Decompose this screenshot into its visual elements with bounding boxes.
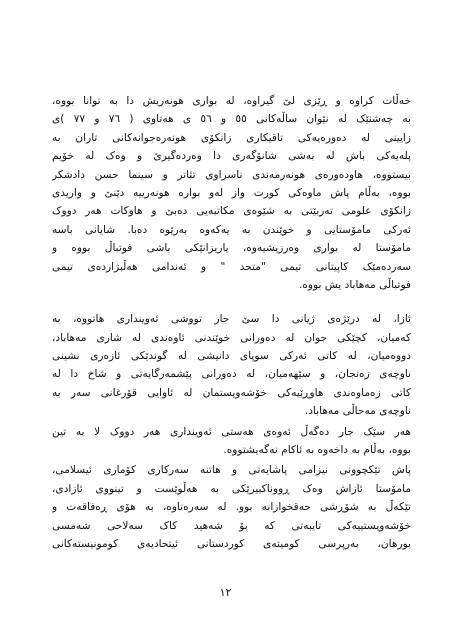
text-line: مامۆستا ئازاش وەک ڕووناکبیرێکی بە هەڵوێست و تینووی ئازادی، [52, 482, 411, 495]
text-line: پاش تێکچوونی نیزامی پاشایەتی و هاتنە سەرکاری کۆماری ئیسلامی، [52, 464, 411, 477]
paragraph-4 [52, 461, 411, 553]
paragraph-1 [52, 92, 411, 294]
text-line: خەڵات كراوە و ڕێزی لێ گیراوە، لە بواری هونەریش دا بە توانا بووە، [52, 95, 411, 107]
text-line: بووە، بەڵام بە داخەوە بە ئاکام نەگەیشتووە. [223, 444, 411, 457]
text-line: کەمیان، کچێکی جوان لە دەورانی خوێندنی ئاوەندی لە شاری مەهاباد، [52, 331, 411, 344]
text-line: کاتی زەماوەندی هاوڕێیەکی خۆشەویستمان لە ئاوایی قۆرغانی سەر بە [52, 386, 411, 399]
text-line: پلەیەکی باش لە بەشی شانۆگەری دا وەردەگیرێ و وەک لە خۆیم [52, 150, 411, 163]
text-line: بووە، بەڵام پاش ماوەکی کورت واز لەو بوارە هونەرییە دێنێ و واریدی [52, 186, 411, 199]
body-text [52, 92, 411, 553]
text-line: ئەرکی مامۆستایی و خوێندن بە یەکەوە بەرێوە دەبا. شایانی باسە [52, 223, 411, 236]
text-line: بیستووە، هاودەورەی هونەرمەندی ناسراوی تئاتر و سینما حسن دادشکر [52, 168, 411, 181]
text-line: زانکۆی علومی تەربێتی بە شێوەی مکاتبەیی دەبێ و هاوکات هەر دووک [52, 205, 411, 218]
paragraph-2 [52, 310, 411, 420]
text-line: خۆشەویستییەکی تایبەتی کە بۆ شەهید کاک سەلاحی شەمسی [52, 519, 411, 532]
text-line: ناوچەی مەحاڵی مەهاباد. [304, 405, 411, 418]
text-line: هەر سێک جار دەگەڵ ئەوەی هەستی ئەوینداری هەر دووک لا بە تین [52, 425, 411, 438]
text-line: ناوچەی زەنجان، و سێهەمیان، لە دەورانی پێشمەرگایەتی و شاخ دا لە [52, 368, 411, 381]
text-line: زایینی لە دەورەیەکی تاقیکاری زانکۆی هونەرەجوانەکانی تاران بە [52, 131, 411, 144]
text-line: بورهان، بەرپرسی کومیتەی کوردستانی ئیتحادیەی کومونیستەکانی [52, 537, 411, 550]
text-line: مامۆستا لە بواری وەرزیشیەوە، یاریزانێکی باشی فوتباڵ بووە و [52, 242, 411, 255]
text-line: فوتباڵی مەهاباد یش بووە. [298, 278, 411, 291]
text-line: سەردەمێک کاپیتانی تیمی "متحد " و ئەندامی هەڵبژاردەی تیمی [52, 260, 411, 273]
text-line: تێکەڵ بە شۆڕشی حەقخوازانە بوو. لە سەرەتاوە، بە هۆی ڕەفاقەت و [52, 501, 411, 514]
text-line: بە چەشنێک لە نێوان ساڵەکانی ٥٥ و ٥٦ ی هەتاوی ( ٧٦ و ٧٧ )ی [52, 113, 411, 126]
paragraph-3 [52, 423, 411, 460]
page-number: ١٢ [219, 586, 232, 599]
text-line: ئازا، لە درێژەی ژیانی دا سێ جار تووشی ئەوینداری هاتووە، بە [52, 313, 411, 326]
paragraph-spacer [52, 294, 411, 310]
text-line: دووەمیان، لە کاتی ئەرکی سوپای دانیشی لە گوندێکی ئازەری نشینی [52, 350, 411, 363]
